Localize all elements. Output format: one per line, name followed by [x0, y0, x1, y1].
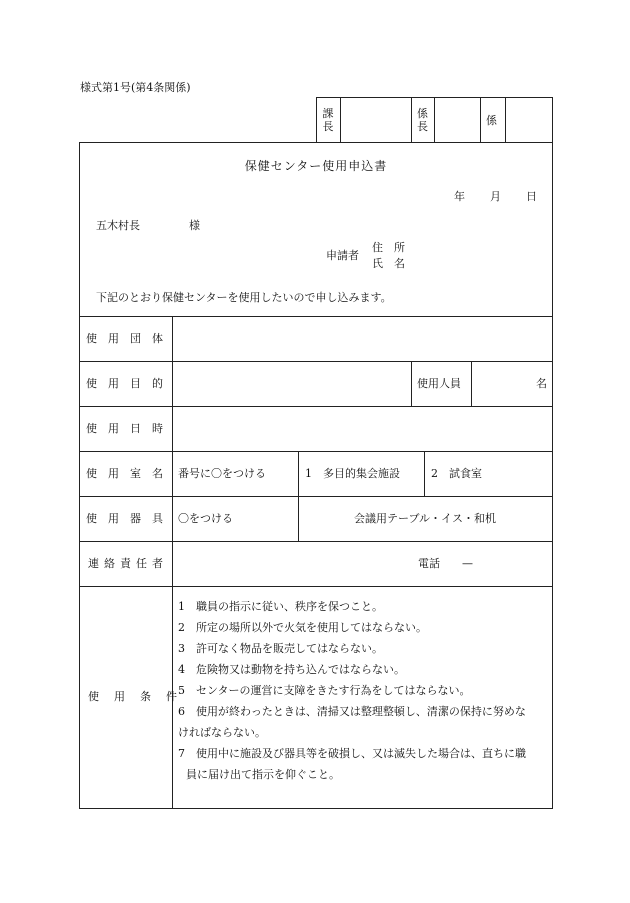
date-day: 日 — [526, 190, 537, 203]
applicant-address-label: 住 所 — [372, 241, 405, 254]
kakari-label: 係 — [486, 114, 497, 127]
addressee: 五木村長 — [96, 219, 140, 232]
datetime-label: 使用日時 — [86, 422, 174, 435]
condition-item-continued: ければならない。 — [178, 726, 266, 739]
condition-item: 1 職員の指示に従い、秩序を保つこと。 — [178, 600, 383, 613]
date-year: 年 — [454, 190, 465, 203]
addressee-suffix: 様 — [189, 219, 200, 232]
condition-item: 2 所定の場所以外で火気を使用してはならない。 — [178, 621, 427, 634]
ka-cho-label: 課 長 — [322, 107, 334, 133]
condition-item: 4 危険物又は動物を持ち込んではならない。 — [178, 663, 405, 676]
condition-item: 6 使用が終わったときは、清掃又は整理整頓し、清潔の保持に努めな — [178, 705, 526, 718]
form-number: 様式第1号(第4条関係) — [80, 81, 191, 94]
conditions-label: 使用条件 — [88, 690, 192, 703]
contact-label: 連絡責任者 — [88, 557, 168, 570]
intro-text: 下記のとおり保健センターを使用したいので申し込みます。 — [96, 291, 392, 304]
room-option-2: 2 試食室 — [431, 467, 482, 480]
date-month: 月 — [490, 190, 501, 203]
condition-item-continued: 員に届け出て指示を仰ぐこと。 — [186, 768, 340, 781]
equipment-instruction: 〇をつける — [178, 512, 233, 525]
group-label: 使用団体 — [86, 332, 174, 345]
condition-item: 7 使用中に施設及び器具等を破損し、又は滅失した場合は、直ちに職 — [178, 747, 526, 760]
condition-item: 5 センターの運営に支障をきたす行為をしてはならない。 — [178, 684, 471, 697]
applicant-name-label: 氏 名 — [372, 257, 405, 270]
equipment-items: 会議用テーブル・イス・和机 — [354, 512, 496, 525]
room-option-1: 1 多目的集会施設 — [305, 467, 400, 480]
users-unit: 名 — [536, 377, 547, 390]
room-instruction: 番号に〇をつける — [178, 467, 266, 480]
equipment-label: 使用器具 — [86, 512, 174, 525]
phone-label: 電話 — — [418, 557, 473, 570]
conditions-list — [178, 596, 550, 785]
purpose-label: 使用目的 — [86, 377, 174, 390]
condition-item: 3 許可なく物品を販売してはならない。 — [178, 642, 383, 655]
form-title: 保健センター使用申込書 — [244, 159, 388, 173]
kakari-cho-label: 係 長 — [417, 107, 428, 133]
room-label: 使用室名 — [86, 467, 174, 480]
users-label: 使用人員 — [417, 377, 461, 390]
applicant-label: 申請者 — [326, 249, 359, 262]
